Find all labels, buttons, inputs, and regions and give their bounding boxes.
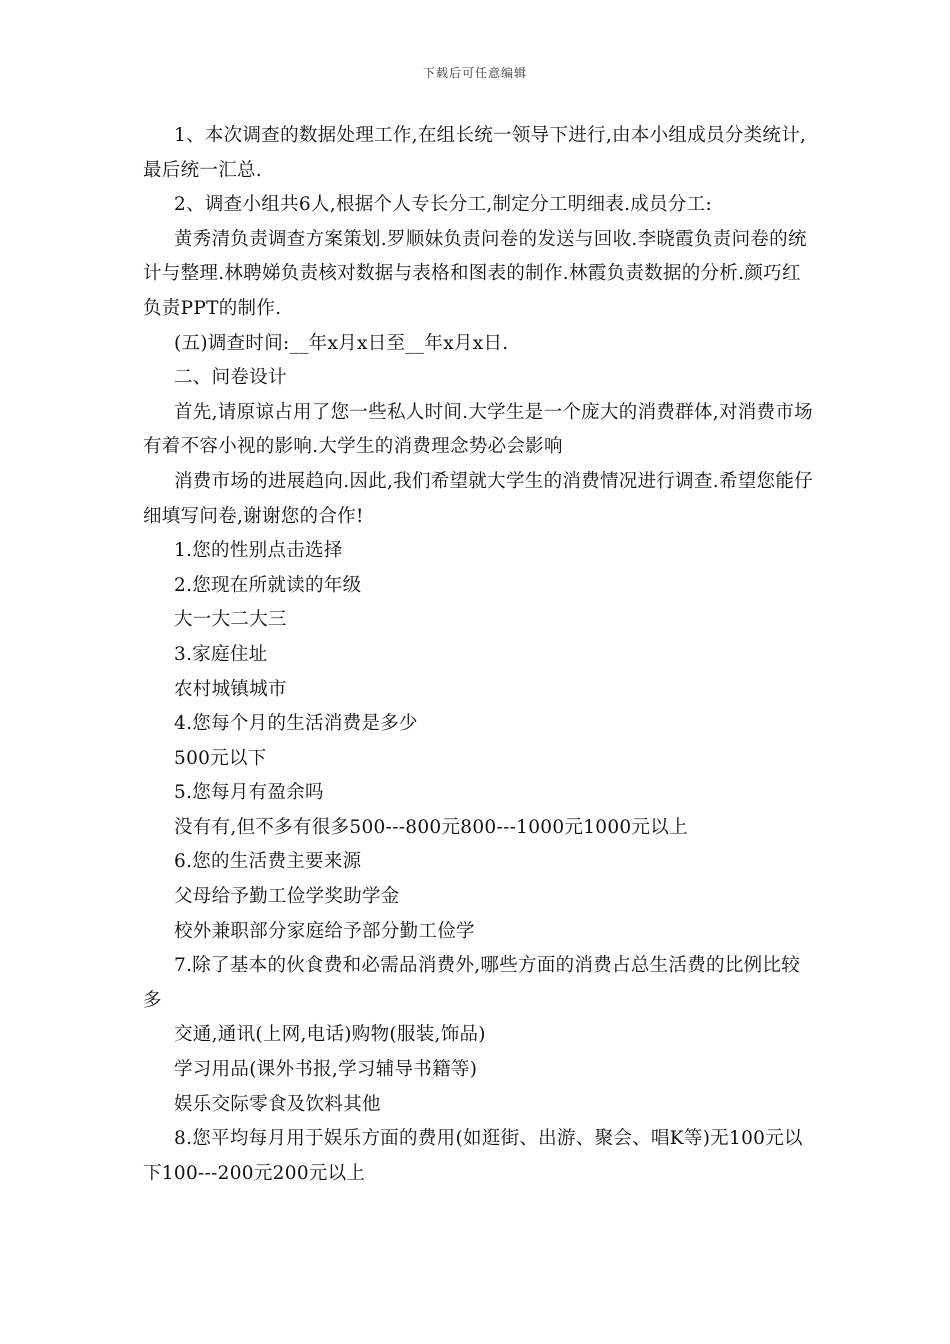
document-body bbox=[143, 119, 813, 1191]
paragraph: (五)调查时间:__年x月x日至__年x月x日. bbox=[174, 332, 509, 354]
answer-options: 学习用品(课外书报,学习辅导书籍等) bbox=[174, 1059, 478, 1081]
paragraph: 2、调查小组共6人,根据个人专长分工,制定分工明细表.成员分工: bbox=[174, 194, 713, 216]
paragraph: 首先,请原谅占用了您一些私人时间.大学生是一个庞大的消费群体,对消费市场有着不容小视的影响.大学生的消费理念势必会影响 bbox=[143, 401, 813, 458]
question: 5.您每月有盈余吗 bbox=[174, 782, 324, 804]
page-header: 下载后可任意编辑 bbox=[422, 66, 527, 80]
question: 4.您每个月的生活消费是多少 bbox=[174, 713, 418, 735]
paragraph: 黄秀清负责调查方案策划.罗顺妹负责问卷的发送与回收.李晓霞负责问卷的统计与整理.林聘娣负责核对数据与表格和图表的制作.林霞负责数据的分析.颜巧红负责PPT的制作. bbox=[143, 228, 807, 319]
question: 8.您平均每月用于娱乐方面的费用(如逛街、出游、聚会、唱K等)无100元以下100---200元200元以上 bbox=[143, 1128, 803, 1184]
answer-options: 大一大二大三 bbox=[174, 609, 287, 631]
answer-options: 500元以下 bbox=[174, 747, 267, 769]
answer-options: 交通,通讯(上网,电话)购物(服装,饰品) bbox=[174, 1024, 486, 1046]
answer-options: 农村城镇城市 bbox=[174, 678, 287, 700]
question: 1.您的性别点击选择 bbox=[174, 540, 343, 562]
answer-options: 没有有,但不多有很多500---800元800---1000元1000元以上 bbox=[174, 816, 688, 838]
question: 3.家庭住址 bbox=[174, 643, 268, 665]
question: 7.除了基本的伙食费和必需品消费外,哪些方面的消费占总生活费的比例比较多 bbox=[143, 955, 801, 1011]
answer-options: 父母给予勤工俭学奖助学金 bbox=[174, 886, 400, 908]
question: 6.您的生活费主要来源 bbox=[174, 851, 362, 873]
paragraph: 1、本次调查的数据处理工作,在组长统一领导下进行,由本小组成员分类统计,最后统一汇总. bbox=[143, 125, 807, 181]
question: 2.您现在所就读的年级 bbox=[174, 574, 362, 596]
answer-options: 校外兼职部分家庭给予部分勤工俭学 bbox=[174, 920, 475, 942]
paragraph: 消费市场的进展趋向.因此,我们希望就大学生的消费情况进行调查.希望您能仔细填写问卷,谢谢您的合作! bbox=[143, 470, 813, 527]
section-heading: 二、问卷设计 bbox=[174, 367, 287, 389]
answer-options: 娱乐交际零食及饮料其他 bbox=[174, 1093, 381, 1115]
